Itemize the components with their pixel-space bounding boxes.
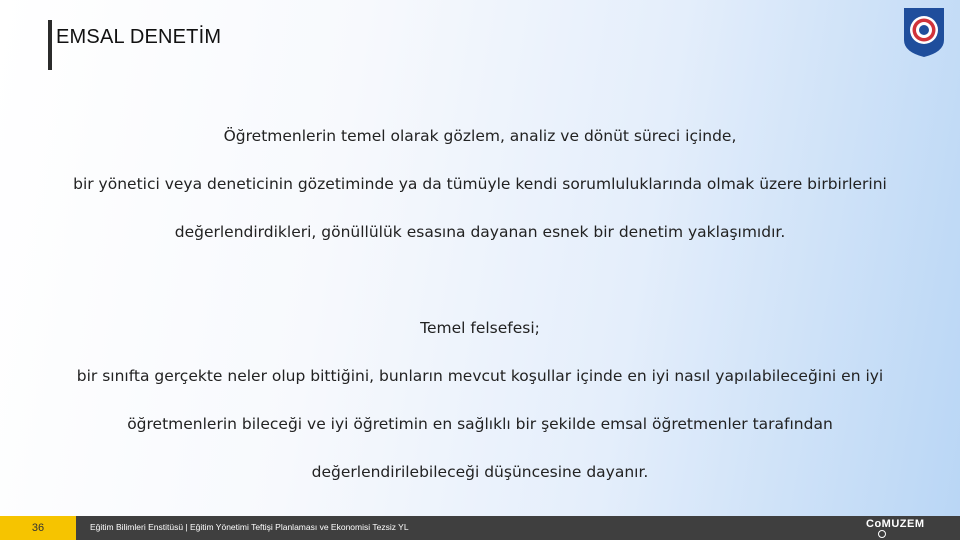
slide-body (40, 112, 920, 496)
footer-bar (0, 516, 960, 540)
body-line: bir yönetici veya deneticinin gözetiminde ya da tümüyle kendi sorumluluklarında olmak üzere birbirlerini (73, 175, 887, 193)
paragraph-gap (40, 256, 920, 304)
body-line: Öğretmenlerin temel olarak gözlem, analiz ve dönüt süreci içinde, (223, 127, 737, 145)
section-heading: Temel felsefesi; (420, 319, 540, 337)
body-line: bir sınıfta gerçekte neler olup bittiğini, bunların mevcut koşullar içinde en iyi nasıl yapılabileceğini en iyi (76, 367, 884, 385)
brand-mark-icon (878, 530, 886, 538)
body-line: öğretmenlerin bileceği ve iyi öğretimin en sağlıklı bir şekilde emsal öğretmenler tarafından (127, 415, 833, 433)
page-number: 36 (0, 516, 76, 540)
footer-text: Eğitim Bilimleri Enstitüsü | Eğitim Yönetimi Teftişi Planlaması ve Ekonomisi Tezsiz YL (90, 522, 409, 532)
university-seal-icon (902, 6, 946, 58)
brand-logo: CoMUZEM (866, 518, 925, 530)
body-line: değerlendirilebileceği düşüncesine dayanır. (311, 463, 649, 481)
slide-title: EMSAL DENETİM (56, 26, 222, 48)
body-line: değerlendirdikleri, gönüllülük esasına dayanan esnek bir denetim yaklaşımıdır. (174, 223, 786, 241)
title-accent-bar (48, 20, 52, 70)
